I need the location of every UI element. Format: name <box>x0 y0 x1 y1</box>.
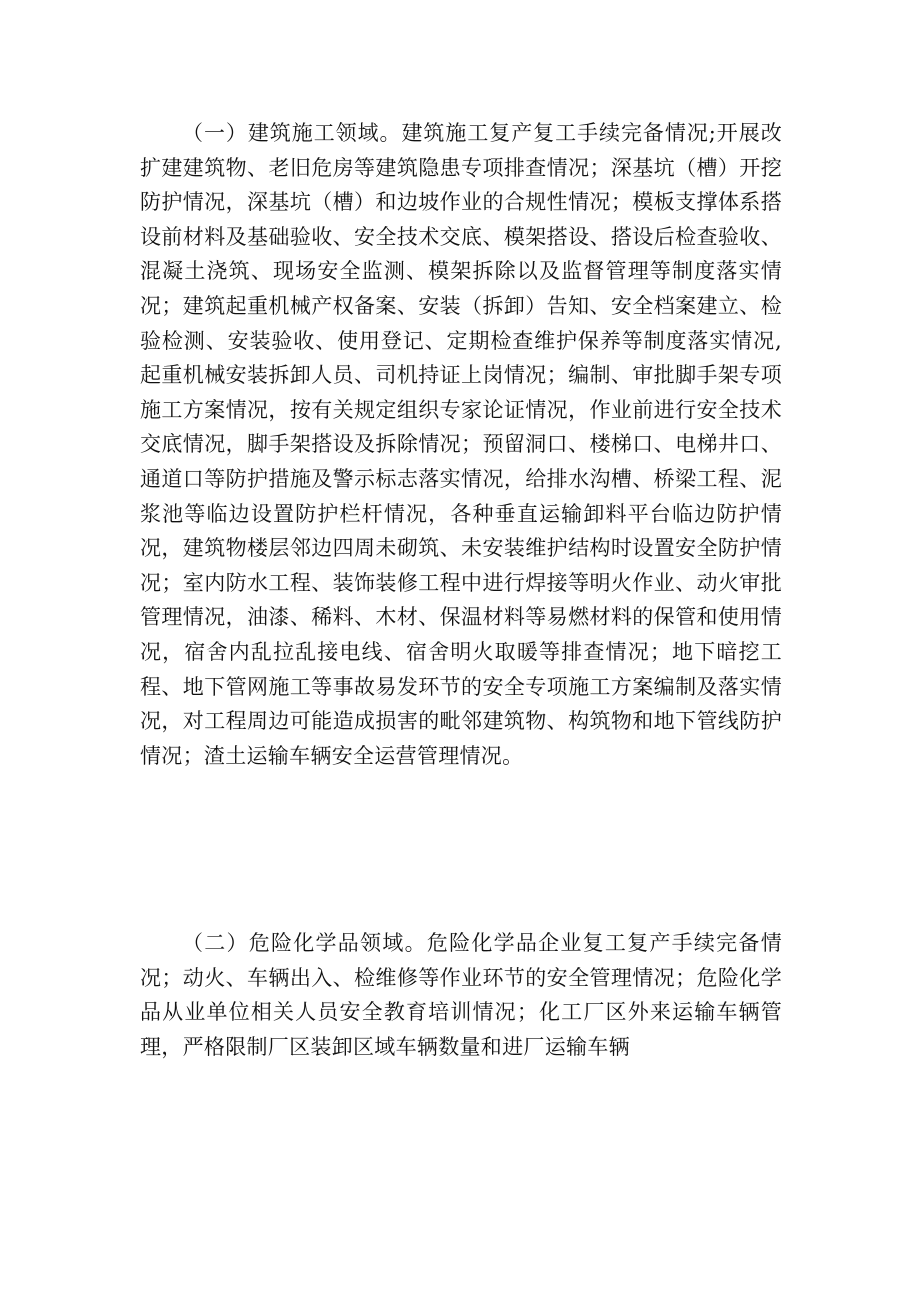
body-text-block-2 <box>140 926 782 1064</box>
paragraph-construction-field: （一）建筑施工领域。建筑施工复产复工手续完备情况;开展改扩建建筑物、老旧危房等建筑隐患专项排查情况；深基坑（槽）开挖防护情况，深基坑（槽）和边坡作业的合规性情况；模板支撑体系搭设前材料及基础验收、安全技术交底、模架搭设、搭设后检查验收、混凝土浇筑、现场安全监测、模架拆除以及监督管理等制度落实情况；建筑起重机械产权备案、安装（拆卸）告知、安全档案建立、检验检测、安装验收、使用登记、定期检查维护保养等制度落实情况,起重机械安装拆卸人员、司机持证上岗情况；编制、审批脚手架专项施工方案情况，按有关规定组织专家论证情况，作业前进行安全技术交底情况，脚手架搭设及拆除情况；预留洞口、楼梯口、电梯井口、通道口等防护措施及警示标志落实情况，给排水沟槽、桥梁工程、泥浆池等临边设置防护栏杆情况，各种垂直运输卸料平台临边防护情况，建筑物楼层邻边四周未砌筑、未安装维护结构时设置安全防护情况；室内防水工程、装饰装修工程中进行焊接等明火作业、动火审批管理情况，油漆、稀料、木材、保温材料等易燃材料的保管和使用情况，宿舍内乱拉乱接电线、宿舍明火取暖等排查情况；地下暗挖工程、地下管网施工等事故易发环节的安全专项施工方案编制及落实情况，对工程周边可能造成损害的毗邻建筑物、构筑物和地下管线防护情况；渣土运输车辆安全运营管理情况。 <box>140 121 782 768</box>
body-text-block-1 <box>140 116 782 773</box>
paragraph-hazardous-chemicals-field: （二）危险化学品领域。危险化学品企业复工复产手续完备情况；动火、车辆出入、检维修等作业环节的安全管理情况；危险化学品从业单位相关人员安全教育培训情况；化工厂区外来运输车辆管理，严格限制厂区装卸区域车辆数量和进厂运输车辆 <box>140 931 782 1059</box>
